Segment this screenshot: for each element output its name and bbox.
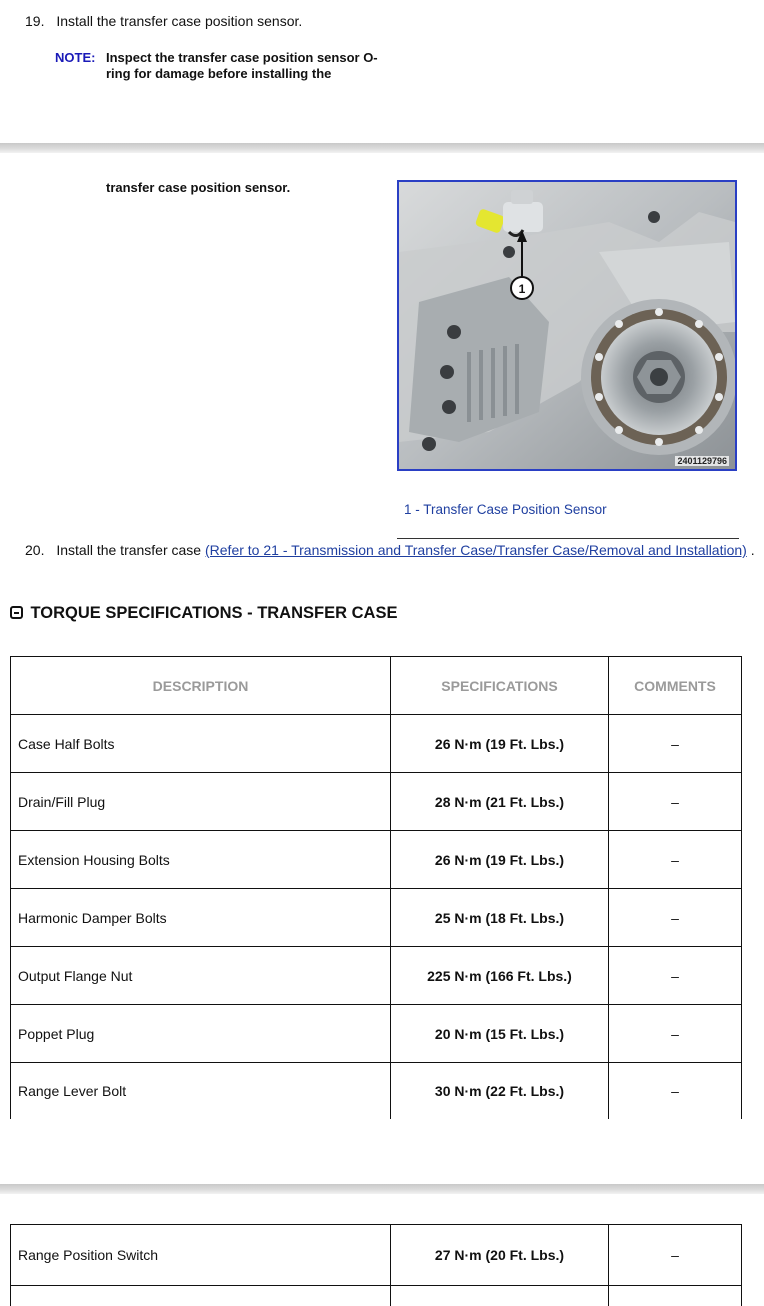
- page-break: [0, 1184, 764, 1194]
- table-row: [11, 889, 742, 947]
- note-line: ring for damage before installing the: [106, 66, 332, 81]
- page-break: [0, 143, 764, 153]
- figure-id: 2401129796: [677, 456, 727, 466]
- row-comment: [609, 1286, 742, 1306]
- transfer-case-figure: [397, 180, 737, 471]
- table-row: [11, 715, 742, 773]
- row-description: Output Flange Nut: [11, 947, 391, 1005]
- row-spec: 25 N·m (18 Ft. Lbs.): [391, 889, 609, 947]
- collapse-icon[interactable]: [10, 606, 23, 619]
- torque-table: [10, 656, 742, 1119]
- row-description: Range Lever Bolt: [11, 1063, 391, 1119]
- step-text: Install the transfer case: [56, 542, 205, 558]
- row-comment: –: [609, 1225, 742, 1286]
- row-comment: –: [609, 947, 742, 1005]
- note-text: [106, 50, 406, 82]
- row-comment: –: [609, 715, 742, 773]
- row-description: Case Half Bolts: [11, 715, 391, 773]
- figure-caption: 1 - Transfer Case Position Sensor: [404, 502, 607, 517]
- row-spec: 20 N·m (15 Ft. Lbs.): [391, 1005, 609, 1063]
- caption-divider: [397, 538, 739, 539]
- row-description: Extension Housing Bolts: [11, 831, 391, 889]
- row-comment: –: [609, 831, 742, 889]
- row-spec: 26 N·m (19 Ft. Lbs.): [391, 715, 609, 773]
- callout-number: 1: [518, 282, 526, 296]
- removal-installation-link[interactable]: (Refer to 21 - Transmission and Transfer Case/Transfer Case/Removal and Installation): [205, 542, 747, 558]
- step-20: [25, 542, 755, 558]
- row-comment: –: [609, 1063, 742, 1119]
- table-header-row: [11, 657, 742, 715]
- row-description: Range Position Switch: [11, 1225, 391, 1286]
- section-title: TORQUE SPECIFICATIONS - TRANSFER CASE: [30, 604, 398, 622]
- column-header-specifications: SPECIFICATIONS: [391, 657, 609, 715]
- row-comment: –: [609, 889, 742, 947]
- note-line-continued: transfer case position sensor.: [106, 180, 291, 195]
- step-text: Install the transfer case position sensor.: [56, 13, 303, 29]
- table-row: [11, 773, 742, 831]
- row-description: Poppet Plug: [11, 1005, 391, 1063]
- table-row: [11, 1063, 742, 1119]
- note-line: Inspect the transfer case position sensor O-: [106, 50, 378, 65]
- row-comment: –: [609, 1005, 742, 1063]
- step-19: [25, 13, 302, 29]
- step-number: 20.: [25, 542, 45, 558]
- table-row: [11, 947, 742, 1005]
- step-number: 19.: [25, 13, 45, 29]
- note-label: NOTE:: [55, 50, 96, 65]
- row-spec: 28 N·m (21 Ft. Lbs.): [391, 773, 609, 831]
- torque-table-continued: [10, 1224, 742, 1306]
- row-spec: 30 N·m (22 Ft. Lbs.): [391, 1063, 609, 1119]
- row-spec: 225 N·m (166 Ft. Lbs.): [391, 947, 609, 1005]
- table-row: [11, 831, 742, 889]
- row-spec: 27 N·m (20 Ft. Lbs.): [391, 1225, 609, 1286]
- table-row: [11, 1005, 742, 1063]
- row-comment: –: [609, 773, 742, 831]
- row-spec: [391, 1286, 609, 1306]
- row-spec: 26 N·m (19 Ft. Lbs.): [391, 831, 609, 889]
- table-row: [11, 1225, 742, 1286]
- row-description: Harmonic Damper Bolts: [11, 889, 391, 947]
- step-suffix: .: [746, 542, 755, 558]
- row-description: [11, 1286, 391, 1306]
- column-header-comments: COMMENTS: [609, 657, 742, 715]
- table-row: [11, 1286, 742, 1306]
- row-description: Drain/Fill Plug: [11, 773, 391, 831]
- torque-section-heading[interactable]: [10, 604, 397, 623]
- column-header-description: DESCRIPTION: [11, 657, 391, 715]
- transfer-case-illustration: [399, 182, 735, 469]
